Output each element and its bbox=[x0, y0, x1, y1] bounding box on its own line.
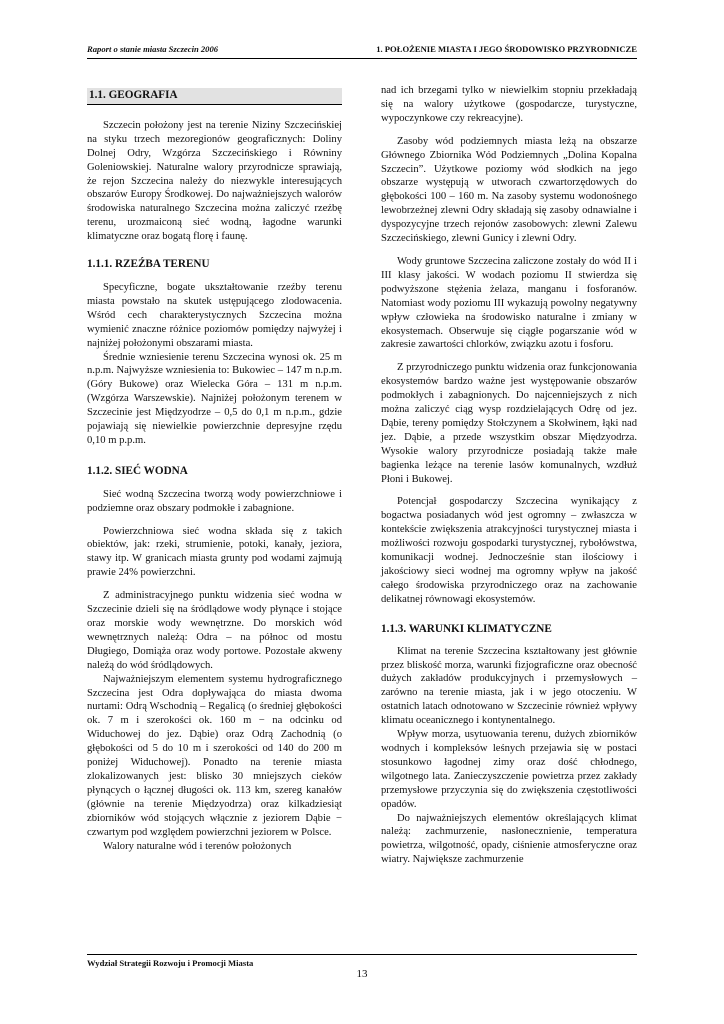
header-rule bbox=[87, 58, 637, 59]
paragraph: Walory naturalne wód i terenów położonych bbox=[103, 840, 292, 852]
paragraph-continued: nad ich brzegami tylko w niewielkim stopniu przekładają się na walory użytkowe (gospodarcze, turystyczne, wypoczynkowe czy rekreacyjne). bbox=[381, 85, 637, 124]
footer-department: Wydział Strategii Rozwoju i Promocji Miasta bbox=[87, 958, 254, 968]
paragraph: Wody gruntowe Szczecina zaliczone zostały do wód II i III klasy jakości. W wodach poziomu II stwierdza się podwyższone stężenia żelaza, manganu i fosforanów. Natomiast wody poziomu III wykazują powolny negatywny wpływ człowieka na środowisko naturalne i zmiany w ekosystemach. Obserwuje się ciągłe pogarszanie wód w zakresie zawartości chlorków, związku azotu i fosforu. bbox=[381, 255, 637, 351]
paragraph: Z administracyjnego punktu widzenia sieć wodna w Szczecinie dzieli się na śródlądowe wody płynące i stojące oraz morskie wody wewnętrzne. Do morskich wód wewnętrznych należą: Odra – na północ od mostu Długiego, Domiąża oraz wody portowe. Pozostałe akweny należą do wód śródlądowych. bbox=[87, 590, 342, 671]
section-heading-geografia: 1.1. GEOGRAFIA bbox=[87, 88, 342, 105]
footer-rule bbox=[87, 954, 637, 955]
paragraph: Najważniejszym elementem systemu hydrograficznego Szczecina jest Odra dopływająca do miasta dwoma nurtami: Odrą Wschodnią – Regalicą (o średniej głębokości ok. 7 m i szerokości ok. 160 m − na odcinku od Widuchowej do jez. Dąbie) oraz Odrą Zachodnią (o głębokości od 5 do 10 m i szerokości od 140 do 200 m poniżej Widuchowej). Ponadto na terenie miasta zlokalizowanych jest: blisko 30 mniejszych cieków płynących o łącznej długości ok. 113 km, szereg kanałów (głównie na terenie Międzyodrza) oraz kilkadziesiąt zbiorników wód stojących włącznie z jeziorem Dąbie − czwartym pod względem powierzchni jeziorem w Polsce. bbox=[87, 673, 342, 838]
paragraph: Klimat na terenie Szczecina kształtowany jest głównie przez bliskość morza, warunki fizjograficzne oraz obecność dużych zakładów produkcyjnych i przemysłowych – zarówno na terenie miasta, jak i w jego otoczeniu. W ostatnich latach odnotowano w Szczecinie również wpływy klimatu oceanicznego i kontynentalnego. bbox=[381, 645, 637, 727]
right-column bbox=[381, 84, 637, 867]
subsection-heading-warunki-klimatyczne: 1.1.3. WARUNKI KLIMATYCZNE bbox=[381, 622, 552, 635]
paragraph: Sieć wodną Szczecina tworzą wody powierzchniowe i podziemne oraz obszary podmokłe i zabagnione. bbox=[87, 488, 342, 514]
paragraph: Zasoby wód podziemnych miasta leżą na obszarze Głównego Zbiornika Wód Podziemnych „Dolina Kopalna Szczecin”. Użytkowe poziomy wód słodkich na jego obszarze występują w utworach czwartorzędowych do głębokości 100 – 160 m. Na zasoby systemu wodonośnego lewobrzeżnej zlewni Odry składają się zasoby odnawialne i dyspozycyjne trzech rejonów zasobowych: zlewni Zalewu Szczecińskiego, zlewni Gunicy i zlewni Odry. bbox=[381, 135, 637, 245]
paragraph: Specyficzne, bogate ukształtowanie rzeźby terenu miasta powstało na skutek ustępującego zlodowacenia. Wśród cech charakterystycznych Szczecina można wymienić znaczne różnice poziomów pomiędzy najwyżej i najniżej położonymi obszarami miasta. bbox=[87, 281, 342, 349]
running-header-title: Raport o stanie miasta Szczecin 2006 bbox=[87, 44, 219, 54]
paragraph: Powierzchniowa sieć wodna składa się z takich obiektów, jak: rzeki, strumienie, potoki, kanały, jeziora, stawy itp. W granicach miasta grunty pod wodami zajmują prawie 24% powierzchni. bbox=[87, 525, 342, 579]
paragraph-intro: Szczecin położony jest na terenie Niziny Szczecińskiej na styku trzech mezoregionów geograficznych: Doliny Dolnej Odry, Wzgórza Szczecińskiego i Równiny Goleniowskiej. Naturalne walory przyrodnicze sprawiają, że rejon Szczecina należy do niezwykle interesujących obszarów Europy Środkowej. Do najważniejszych walorów środowiska naturalnego Szczecina można zaliczyć rzeźbę terenu, urozmaiconą sieć wodną, łagodne warunki klimatyczne oraz bogatą florę i faunę. bbox=[87, 119, 342, 243]
subsection-heading-siec-wodna: 1.1.2. SIEĆ WODNA bbox=[87, 464, 188, 477]
paragraph: Do najważniejszych elementów określających klimat należą: zachmurzenie, nasłonecznienie, temperatura powietrza, wilgotność, opady, ciśnienie atmosferyczne oraz wiatry. Największe zachmurzenie bbox=[381, 812, 637, 866]
paragraph: Z przyrodniczego punktu widzenia oraz funkcjonowania ekosystemów bardzo ważne jest występowanie obszarów podmokłych i zabagnionych. Do najcenniejszych z nich można zaliczyć ciąg wysp rozdzielających Odrę od jez. Dąbie, tereny pomiędzy Stołczynem a Skołwinem, łąki nad jez. Dąbie, a przede wszystkim obszar Międzyodrza. Wysokie walory przyrodnicze posiadają także małe bagienka leżące na terenie lasów komunalnych, wzdłuż Płoni i Bukowej. bbox=[381, 362, 637, 485]
paragraph: Wpływ morza, usytuowania terenu, dużych zbiorników wodnych i kompleksów leśnych przejawia się w postaci stosunkowo łagodnej zimy oraz dość chłodnego, wilgotnego lata. Zanieczyszczenie powietrza przez zakłady przemysłowe przyczynia się do zwiększenia częstotliwości opadów. bbox=[381, 729, 637, 810]
subsection-heading-rzezba: 1.1.1. RZEŹBA TERENU bbox=[87, 258, 210, 271]
running-header-chapter: 1. POŁOŻENIE MIASTA I JEGO ŚRODOWISKO PRZYRODNICZE bbox=[376, 44, 637, 54]
paragraph: Średnie wzniesienie terenu Szczecina wynosi ok. 25 m n.p.m. Najwyższe wzniesienia to: Bukowiec – 147 m n.p.m. (Góry Bukowe) oraz Wielecka Góra – 131 m n.p.m. (Wzgórza Warszewskie). Najniżej położonym terenem w Szczecinie jest Międzyodrze – 0,5 do 0,1 m n.p.m., gdzie pojawiają się niewielkie powierzchnie depresyjne rzędu 0,10 m p.p.m. bbox=[87, 351, 342, 446]
paragraph: Potencjał gospodarczy Szczecina wynikający z bogactwa posiadanych wód jest ogromny – zwłaszcza w kontekście zwiększenia atrakcyjności turystycznej miasta i możliwości rozwoju gospodarki turystycznej, rybołówstwa, komunikacji wodnej. Jednocześnie stan ilościowy i jakościowy sieci wodnej ma ogromny wpływ na jakość całego środowiska przyrodniczego oraz na zachowanie delikatnej równowagi ekosystemów. bbox=[381, 496, 637, 605]
page-number: 13 bbox=[356, 968, 368, 980]
left-column bbox=[87, 88, 342, 853]
